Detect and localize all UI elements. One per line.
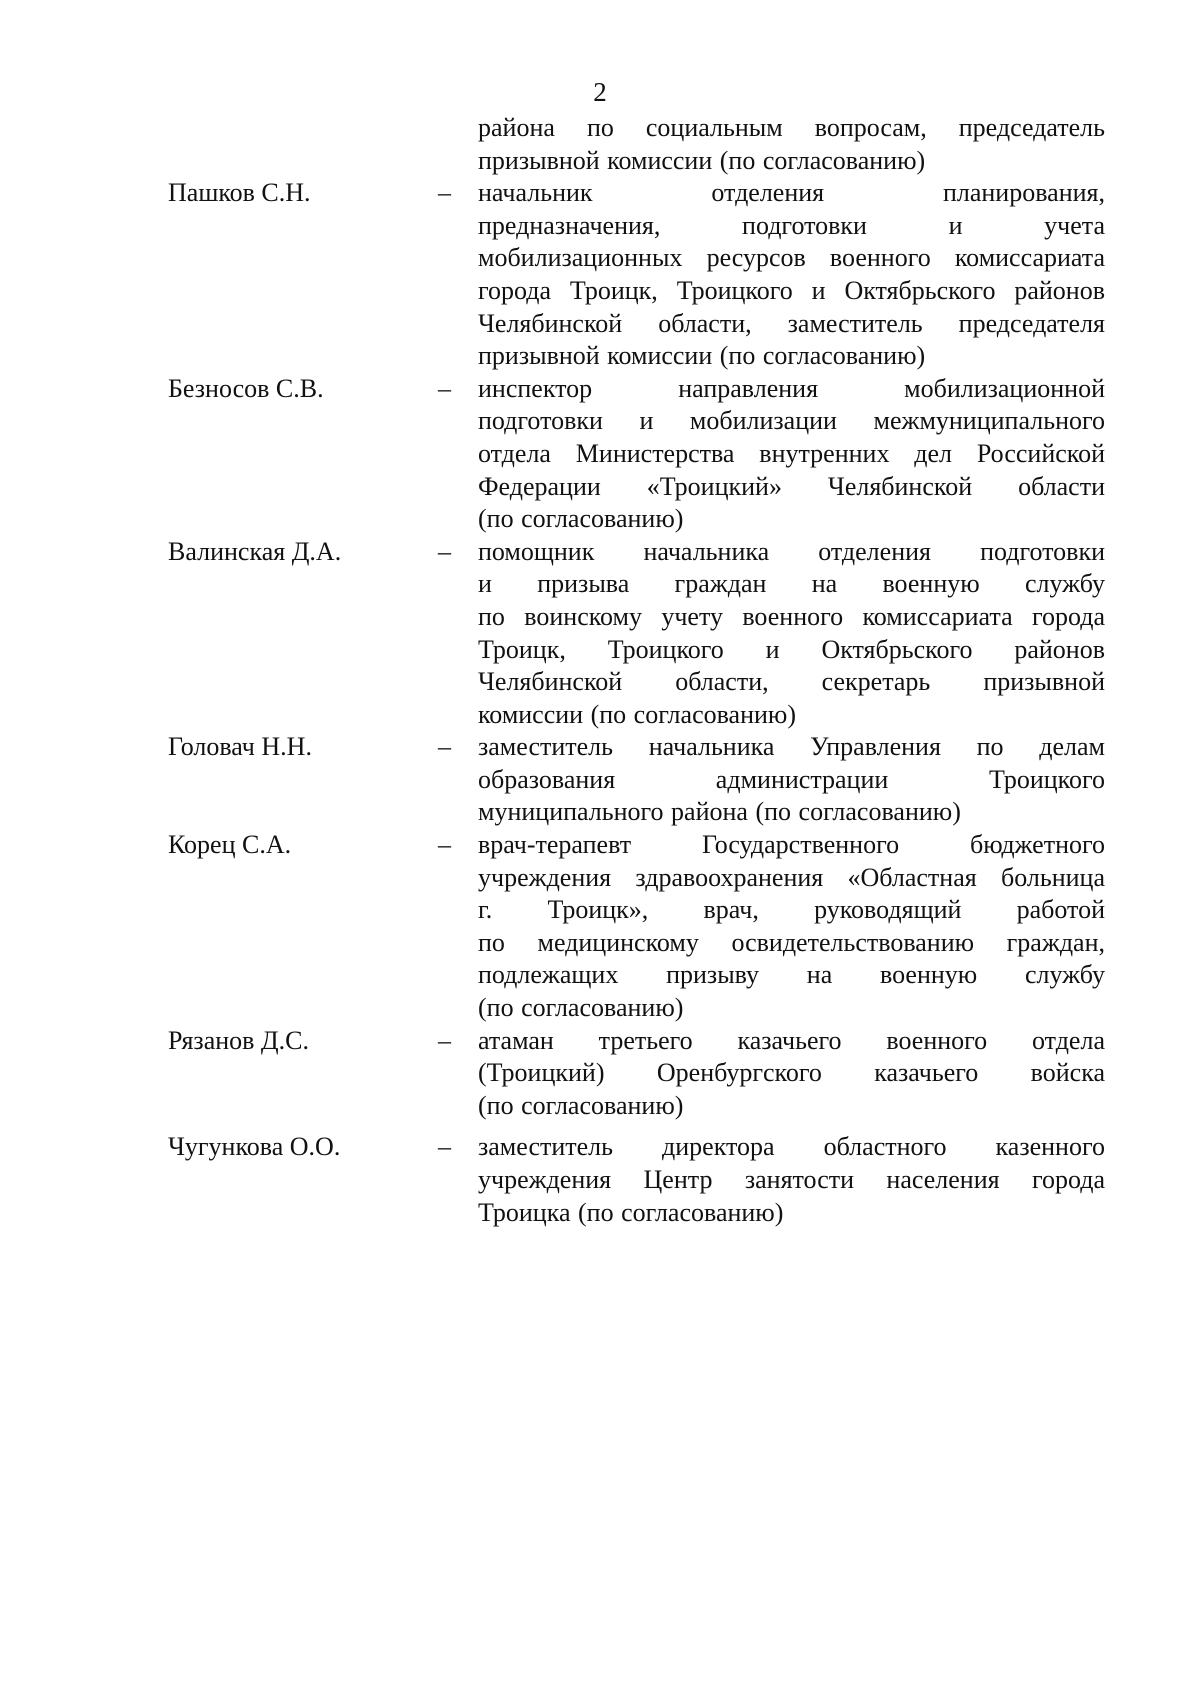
position-line: Федерации «Троицкий» Челябинской области xyxy=(478,471,1105,501)
position-line: муниципального района (по согласованию) xyxy=(478,797,961,827)
position-line: Троицк, Троицкого и Октябрьского районов xyxy=(478,634,1105,664)
position-line: Челябинской области, секретарь призывной xyxy=(478,667,1105,697)
member-name: Рязанов Д.С. xyxy=(168,1025,310,1055)
position-line: по медицинскому освидетельствованию граждан, xyxy=(478,927,1105,957)
member-name: Корец С.А. xyxy=(168,830,292,860)
member-name: Головач Н.Н. xyxy=(168,732,312,762)
member-position xyxy=(478,373,1105,536)
member-name: Чугункова О.О. xyxy=(168,1132,341,1162)
position-line: учреждения Центр занятости населения города xyxy=(478,1165,1105,1194)
dash-separator: – xyxy=(438,536,451,566)
dash-separator: – xyxy=(438,830,451,860)
position-line: и призыва граждан на военную службу xyxy=(478,569,1105,599)
position-line: начальник отделения планирования, xyxy=(478,178,1105,208)
position-line: инспектор направления мобилизационной xyxy=(478,373,1105,403)
dash-separator: – xyxy=(438,732,451,762)
position-line: атаман третьего казачьего военного отдела xyxy=(478,1025,1105,1055)
commission-members-list xyxy=(168,112,1118,1229)
dash-separator: – xyxy=(438,1132,451,1162)
member-name: Валинская Д.А. xyxy=(168,536,342,566)
dash-separator: – xyxy=(438,1025,451,1055)
position-line: по воинскому учету военного комиссариата города xyxy=(478,601,1105,631)
member-position xyxy=(478,829,1105,1025)
position-line: учреждения здравоохранения «Областная больница xyxy=(478,862,1105,892)
position-line: Челябинской области, заместитель председателя xyxy=(478,308,1105,338)
member-entry xyxy=(168,536,1118,732)
dash-separator: – xyxy=(438,373,451,403)
member-entry xyxy=(168,829,1118,1025)
position-line: помощник начальника отделения подготовки xyxy=(478,536,1105,566)
position-line: отдела Министерства внутренних дел Российской xyxy=(478,438,1105,468)
member-position xyxy=(478,731,1105,829)
position-line: подготовки и мобилизации межмуниципального xyxy=(478,406,1105,436)
page-number: 2 xyxy=(593,77,607,107)
position-line: подлежащих призыву на военную службу xyxy=(478,960,1105,990)
position-line: заместитель директора областного казенного xyxy=(478,1132,1105,1162)
member-position xyxy=(478,177,1105,373)
member-entry xyxy=(168,1025,1118,1123)
continuation-text xyxy=(478,112,1105,177)
member-name: Безносов С.В. xyxy=(168,373,324,403)
position-line: образования администрации Троицкого xyxy=(478,764,1105,794)
position-line: (по согласованию) xyxy=(478,1090,684,1120)
member-entry xyxy=(168,373,1118,536)
member-entry xyxy=(168,1131,1118,1229)
member-name: Пашков С.Н. xyxy=(168,178,311,208)
position-line: мобилизационных ресурсов военного комиссариата xyxy=(478,243,1105,273)
position-line: Троицка (по согласованию) xyxy=(478,1197,784,1227)
continuation-line: района по социальным вопросам, председатель xyxy=(478,113,1105,142)
position-line: города Троицк, Троицкого и Октябрьского районов xyxy=(478,275,1105,305)
position-line: (по согласованию) xyxy=(478,993,684,1023)
member-entry xyxy=(168,177,1118,373)
member-position xyxy=(478,536,1105,732)
position-line: (по согласованию) xyxy=(478,504,684,534)
position-line: призывной комиссии (по согласованию) xyxy=(478,341,926,371)
position-line: г. Троицк», врач, руководящий работой xyxy=(478,895,1105,925)
position-line: комиссии (по согласованию) xyxy=(478,699,796,729)
dash-separator: – xyxy=(438,178,451,208)
member-entry xyxy=(168,731,1118,829)
member-position xyxy=(478,1131,1105,1229)
position-line: врач-терапевт Государственного бюджетного xyxy=(478,830,1105,860)
position-line: заместитель начальника Управления по делам xyxy=(478,732,1105,762)
position-line: предназначения, подготовки и учета xyxy=(478,210,1105,240)
member-position xyxy=(478,1025,1105,1123)
continuation-line: призывной комиссии (по согласованию) xyxy=(478,145,926,175)
position-line: (Троицкий) Оренбургского казачьего войска xyxy=(478,1058,1105,1088)
